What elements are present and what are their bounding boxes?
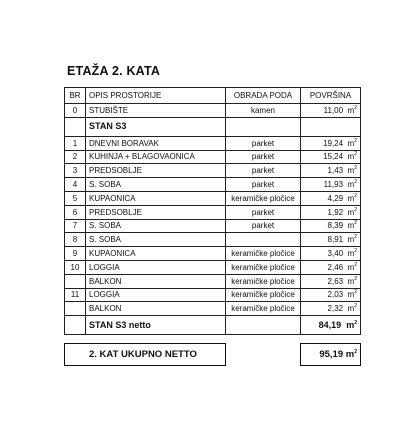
area-cell xyxy=(301,178,361,192)
area-unit: m xyxy=(347,221,355,231)
floor-finish: keramičke pločice xyxy=(226,274,301,288)
area-unit: m xyxy=(347,180,355,190)
floor-finish: parket xyxy=(226,164,301,178)
area-value: 2,46 xyxy=(327,262,344,272)
row-number xyxy=(65,274,86,288)
section-row xyxy=(65,117,361,136)
area-value: 19,24 xyxy=(323,138,344,148)
area-cell xyxy=(301,274,361,288)
area-unit: m xyxy=(347,193,355,203)
floor-finish: parket xyxy=(226,205,301,219)
area-cell xyxy=(301,302,361,316)
row-number: 10 xyxy=(65,260,86,274)
room-description: S. SOBA xyxy=(86,219,226,233)
floor-finish: keramičke pločice xyxy=(226,288,301,302)
floor-finish xyxy=(226,233,301,247)
area-value: 1,43 xyxy=(327,166,344,176)
total-area-cell xyxy=(301,344,361,366)
room-description: DNEVNI BORAVAK xyxy=(86,136,226,150)
area-unit: m xyxy=(347,138,355,148)
room-description: S. SOBA xyxy=(86,178,226,192)
area-unit: m xyxy=(347,166,355,176)
area-cell xyxy=(301,136,361,150)
room-description: STAN S3 netto xyxy=(86,316,226,335)
floor-finish: keramičke pločice xyxy=(226,247,301,261)
table-row xyxy=(65,274,361,288)
header-br: BR xyxy=(65,88,86,104)
area-unit: m xyxy=(347,207,355,217)
table-row xyxy=(65,178,361,192)
area-value: 3,40 xyxy=(327,249,344,259)
area-value: 8,91 xyxy=(327,235,344,245)
area-unit: m xyxy=(346,319,355,330)
area-cell xyxy=(301,104,361,118)
area-unit: m xyxy=(347,262,355,272)
row-number: 3 xyxy=(65,164,86,178)
area-unit: m xyxy=(347,276,355,286)
area-unit-exponent: 2 xyxy=(354,289,357,296)
header-area: POVRŠINA xyxy=(301,88,361,104)
table-row xyxy=(65,164,361,178)
row-number: 2 xyxy=(65,150,86,164)
table-row xyxy=(65,136,361,150)
total-area: 95,19 xyxy=(319,349,344,360)
room-description: BALKON xyxy=(86,302,226,316)
room-description: KUPAONICA xyxy=(86,191,226,205)
area-unit-exponent: 2 xyxy=(354,234,357,241)
floor-finish: keramičke pločice xyxy=(226,260,301,274)
area-cell xyxy=(301,205,361,219)
table-row xyxy=(65,233,361,247)
row-number: 4 xyxy=(65,178,86,192)
room-description: STUBIŠTE xyxy=(86,104,226,118)
floor-finish xyxy=(226,117,301,136)
room-description: S. SOBA xyxy=(86,233,226,247)
area-cell xyxy=(301,247,361,261)
header-description: OPIS PROSTORIJE xyxy=(86,88,226,104)
room-description: PREDSOBLJE xyxy=(86,205,226,219)
area-unit: m xyxy=(347,304,355,314)
area-value: 4,29 xyxy=(327,193,344,203)
floor-finish: keramičke pločice xyxy=(226,302,301,316)
row-number xyxy=(65,316,86,335)
floor-finish: parket xyxy=(226,150,301,164)
table-row xyxy=(65,260,361,274)
room-description: LOGGIA xyxy=(86,288,226,302)
header-floor-finish: OBRADA PODA xyxy=(226,88,301,104)
subtotal-row xyxy=(65,316,361,335)
room-description: PREDSOBLJE xyxy=(86,164,226,178)
area-unit-exponent: 2 xyxy=(354,206,357,213)
area-value: 2,03 xyxy=(327,290,344,300)
area-cell xyxy=(301,219,361,233)
area-unit: m xyxy=(347,105,355,115)
area-unit-exponent: 2 xyxy=(354,248,357,255)
floor-finish: parket xyxy=(226,136,301,150)
room-area-table xyxy=(64,87,361,335)
area-unit: m xyxy=(347,152,355,162)
area-unit-exponent: 2 xyxy=(354,220,357,227)
area-cell xyxy=(301,164,361,178)
row-number xyxy=(65,117,86,136)
page-title: ETAŽA 2. KATA xyxy=(67,64,161,78)
area-value: 2,32 xyxy=(327,304,344,314)
floor-finish: kamen xyxy=(226,104,301,118)
room-description: KUPAONICA xyxy=(86,247,226,261)
table-row xyxy=(65,288,361,302)
room-description: KUHINJA + BLAGOVAONICA xyxy=(86,150,226,164)
area-unit-exponent: 2 xyxy=(354,137,357,144)
total-unit: m xyxy=(345,349,355,360)
area-value: 8,39 xyxy=(327,221,344,231)
area-value: 11,00 xyxy=(323,105,344,115)
total-unit-exponent: 2 xyxy=(354,349,357,355)
total-spacer xyxy=(226,344,301,366)
total-label: 2. KAT UKUPNO NETTO xyxy=(65,344,226,366)
row-number: 11 xyxy=(65,288,86,302)
area-unit-exponent: 2 xyxy=(354,179,357,186)
row-number: 0 xyxy=(65,104,86,118)
area-unit-exponent: 2 xyxy=(354,104,357,111)
room-description: BALKON xyxy=(86,274,226,288)
area-unit-exponent: 2 xyxy=(354,275,357,282)
area-value: 84,19 xyxy=(318,319,342,330)
table-row xyxy=(65,205,361,219)
table-row xyxy=(65,302,361,316)
area-unit-exponent: 2 xyxy=(354,165,357,172)
area-cell xyxy=(301,117,361,136)
row-number: 8 xyxy=(65,233,86,247)
area-unit: m xyxy=(347,235,355,245)
row-number: 5 xyxy=(65,191,86,205)
room-description: STAN S3 xyxy=(86,117,226,136)
area-cell xyxy=(301,260,361,274)
area-cell xyxy=(301,288,361,302)
floor-finish: keramičke pločice xyxy=(226,191,301,205)
area-unit: m xyxy=(347,290,355,300)
area-unit-exponent: 2 xyxy=(354,319,357,326)
area-unit-exponent: 2 xyxy=(354,303,357,310)
area-cell xyxy=(301,316,361,335)
table-row xyxy=(65,104,361,118)
area-value: 15,24 xyxy=(323,152,344,162)
table-row xyxy=(65,191,361,205)
floor-finish xyxy=(226,316,301,335)
row-number: 6 xyxy=(65,205,86,219)
table-row xyxy=(65,219,361,233)
area-cell xyxy=(301,150,361,164)
total-table xyxy=(64,343,361,366)
area-value: 2,63 xyxy=(327,276,344,286)
area-unit: m xyxy=(347,249,355,259)
floor-finish: parket xyxy=(226,219,301,233)
area-unit-exponent: 2 xyxy=(354,151,357,158)
table-row xyxy=(65,247,361,261)
room-description: LOGGIA xyxy=(86,260,226,274)
area-value: 1,92 xyxy=(327,207,344,217)
row-number: 9 xyxy=(65,247,86,261)
table-row xyxy=(65,150,361,164)
total-row xyxy=(65,344,361,366)
area-cell xyxy=(301,233,361,247)
area-cell xyxy=(301,191,361,205)
row-number xyxy=(65,302,86,316)
area-value: 11,93 xyxy=(323,180,344,190)
row-number: 1 xyxy=(65,136,86,150)
floor-finish: parket xyxy=(226,178,301,192)
row-number: 7 xyxy=(65,219,86,233)
area-unit-exponent: 2 xyxy=(354,192,357,199)
area-unit-exponent: 2 xyxy=(354,261,357,268)
table-header-row xyxy=(65,88,361,104)
